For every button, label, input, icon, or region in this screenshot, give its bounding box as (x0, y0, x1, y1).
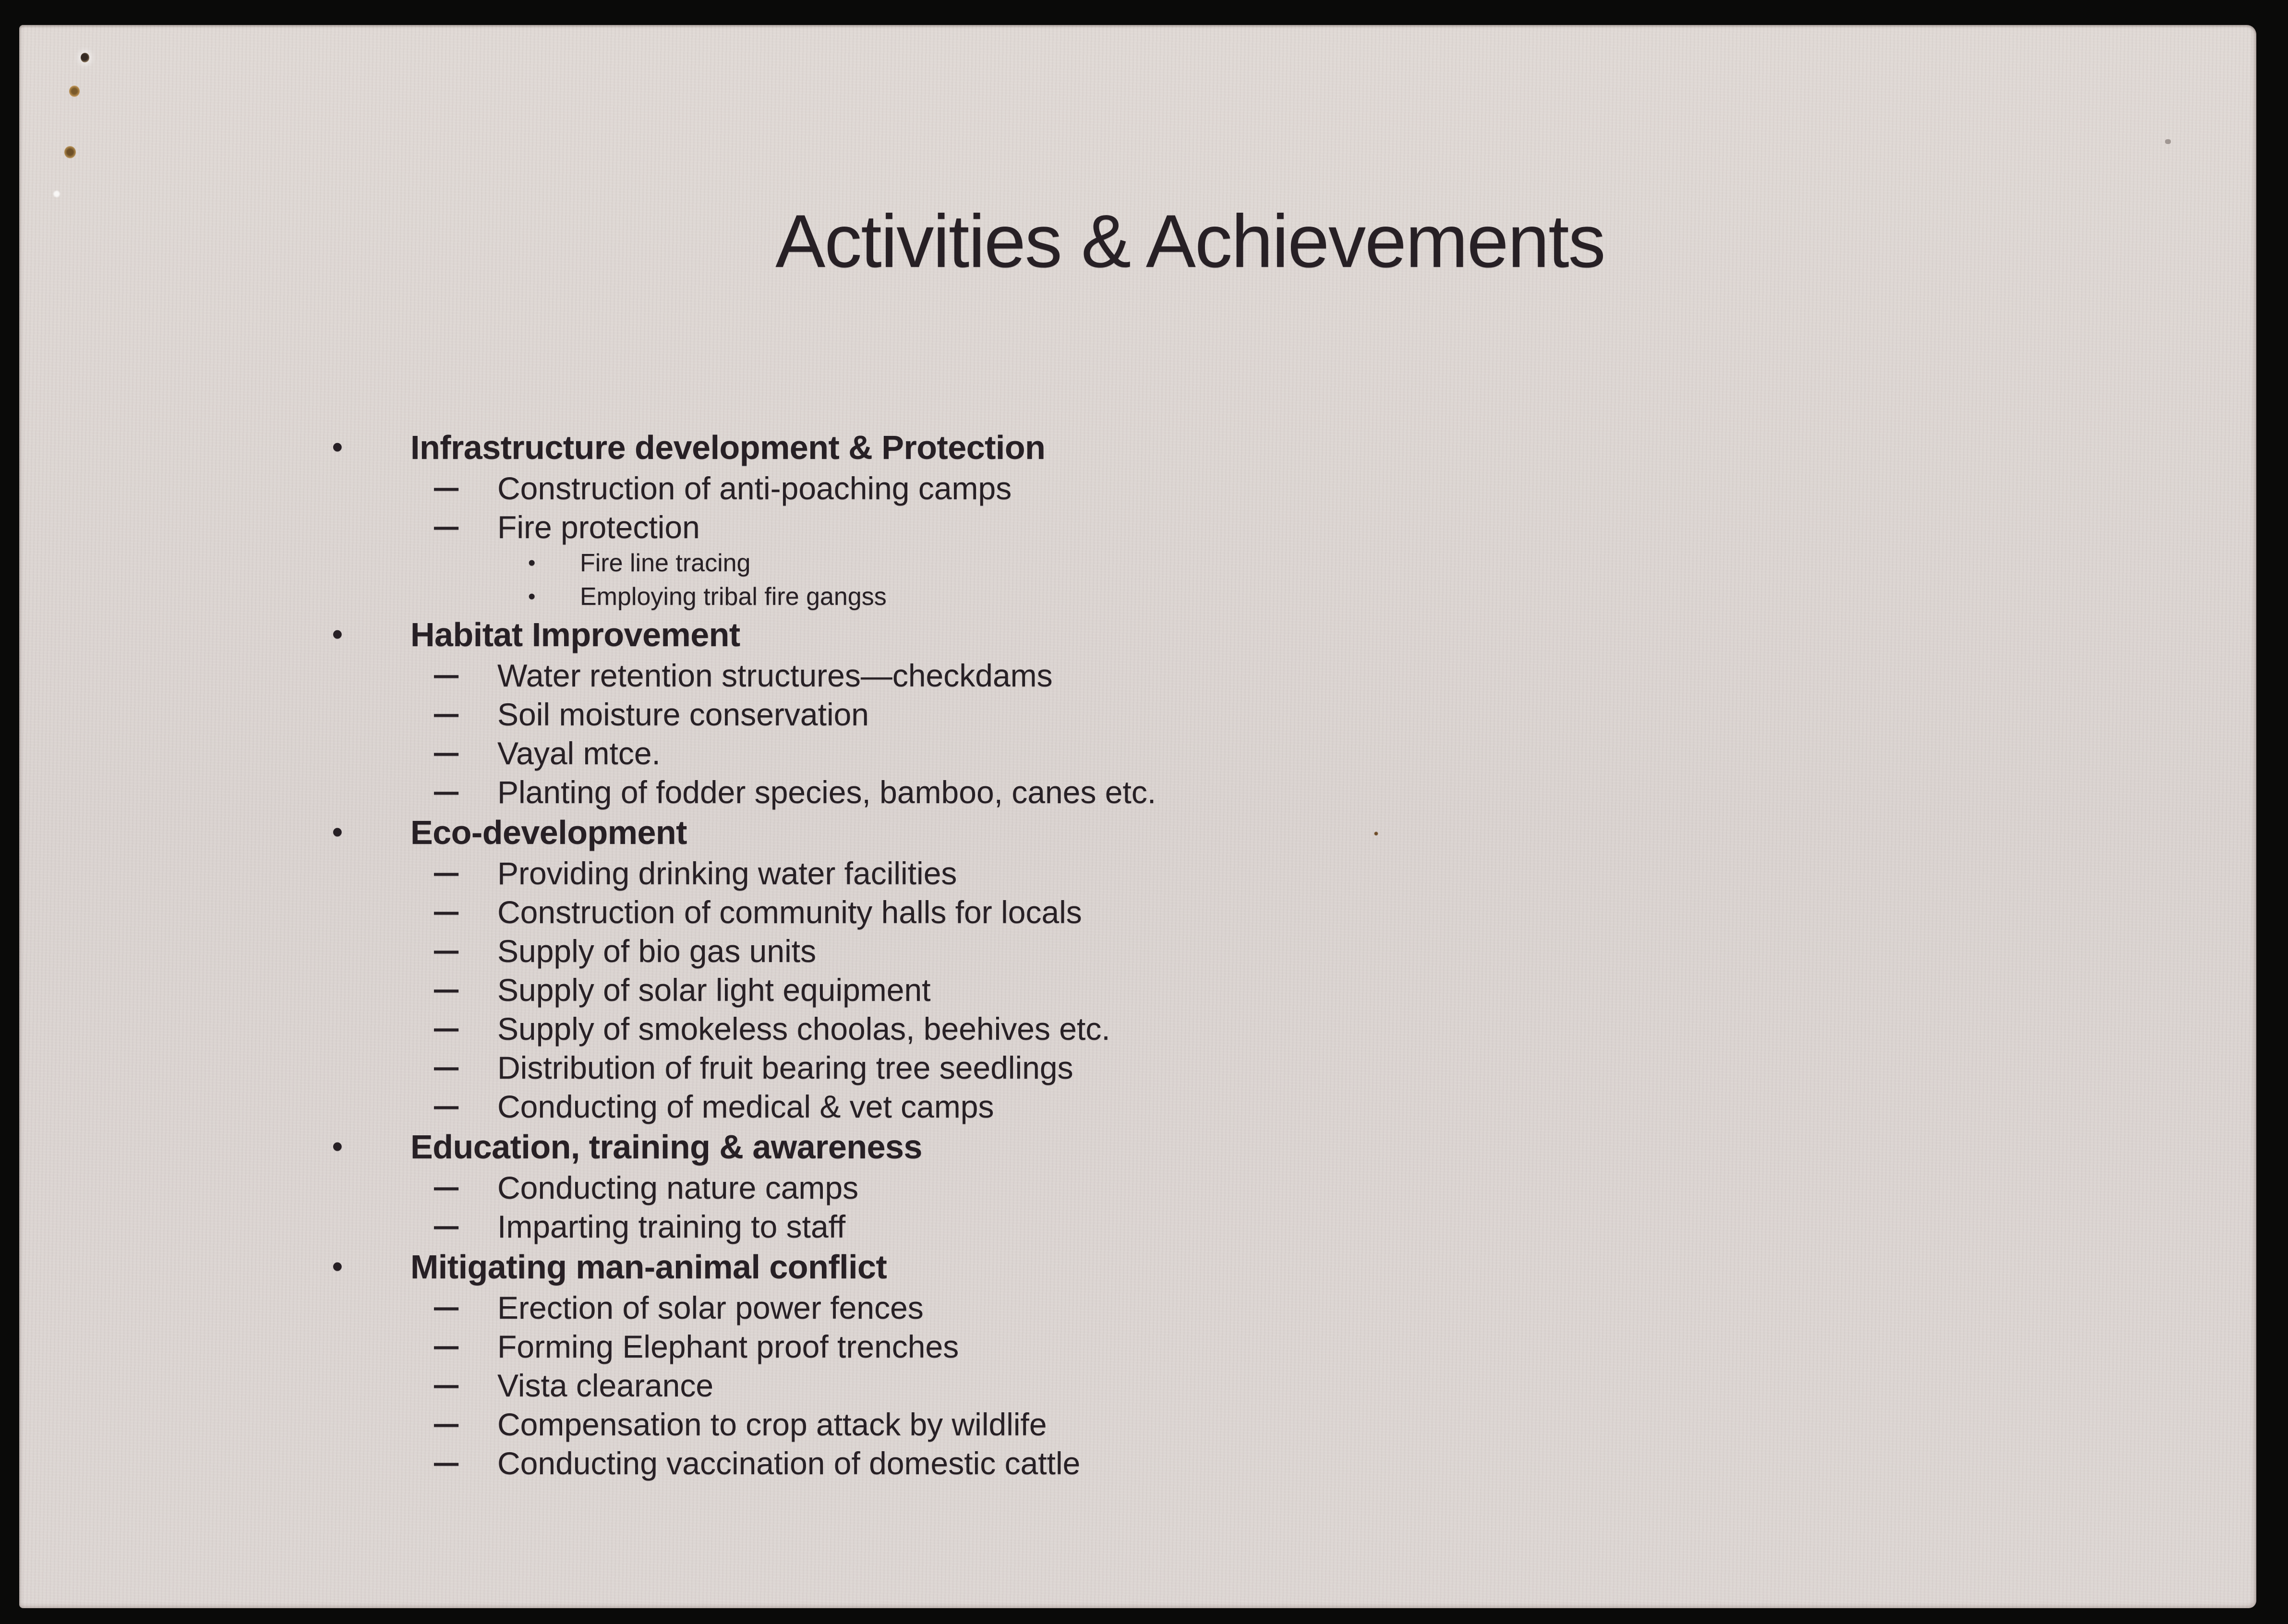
list-item-label: Distribution of fruit bearing tree seedlings (497, 1049, 1073, 1085)
bullet-list-item (19, 500, 2256, 549)
dash-icon: – (434, 1199, 459, 1249)
list-item-label: Soil moisture conservation (497, 696, 869, 732)
list-item-label: Forming Elephant proof trenches (497, 1328, 959, 1364)
list-item-label: Compensation to crop attack by wildlife (497, 1406, 1047, 1442)
list-item-label: Conducting nature camps (497, 1169, 859, 1205)
bullet-list-item (19, 726, 2256, 775)
dash-icon: – (434, 1040, 459, 1090)
slide-body (19, 426, 2256, 1485)
bullet-icon: • (528, 585, 536, 608)
section-heading-label: Eco-development (410, 814, 687, 851)
list-item-label: Providing drinking water facilities (497, 855, 957, 891)
list-item-label: Supply of solar light equipment (497, 972, 931, 1008)
list-item-label: Fire protection (497, 509, 700, 545)
punch-hole-artifact (64, 146, 76, 158)
dash-icon: – (434, 1436, 459, 1485)
sub-list-item-label: Fire line tracing (580, 549, 751, 577)
bullet-list-section-heading (19, 1246, 2256, 1288)
dash-icon: – (434, 1280, 459, 1330)
slide-title: Activities & Achievements (775, 200, 1605, 283)
list-item-label: Erection of solar power fences (497, 1289, 924, 1325)
bullet-list-section-heading (19, 1126, 2256, 1168)
sub-list-item-label: Employing tribal fire gangss (580, 583, 887, 611)
bullet-icon: • (332, 816, 343, 849)
dash-icon: – (434, 765, 459, 814)
bullet-list-section-heading (19, 811, 2256, 854)
section-heading-label: Infrastructure development & Protection (410, 429, 1046, 466)
bullet-icon: • (332, 431, 343, 464)
bullet-list-item (19, 1280, 2256, 1330)
punch-hole-artifact (69, 85, 80, 97)
section-heading-label: Habitat Improvement (410, 616, 740, 653)
dash-icon: – (434, 1079, 459, 1129)
bullet-icon: • (332, 1130, 343, 1163)
list-item-label: Construction of community halls for locals (497, 894, 1082, 930)
dash-icon: – (434, 1319, 459, 1369)
dash-icon: – (434, 962, 459, 1012)
bullet-list-item (19, 1001, 2256, 1051)
bullet-list-subitem (19, 546, 2256, 580)
bullet-list-item (19, 846, 2256, 895)
scanned-slide-paper (19, 25, 2256, 1608)
list-item-label: Vayal mtce. (497, 735, 661, 771)
bullet-list-item (19, 885, 2256, 934)
dash-icon: – (434, 885, 459, 934)
dash-icon: – (434, 1160, 459, 1210)
bullet-icon: • (528, 551, 536, 575)
bullet-list-item (19, 924, 2256, 973)
dash-icon: – (434, 648, 459, 698)
list-item-label: Supply of bio gas units (497, 933, 817, 969)
section-heading-label: Education, training & awareness (410, 1128, 922, 1166)
dash-icon: – (434, 1001, 459, 1051)
list-item-label: Conducting vaccination of domestic cattle (497, 1445, 1081, 1481)
list-item-label: Planting of fodder species, bamboo, canes etc. (497, 774, 1156, 810)
list-item-label: Vista clearance (497, 1367, 714, 1403)
bullet-list-item (19, 1436, 2256, 1485)
dash-icon: – (434, 687, 459, 736)
list-item-label: Supply of smokeless choolas, beehives etc. (497, 1010, 1110, 1047)
list-item-label: Construction of anti-poaching camps (497, 470, 1012, 506)
bullet-list-item (19, 648, 2256, 698)
bullet-list-item (19, 461, 2256, 510)
bullet-list-item (19, 1160, 2256, 1210)
bullet-list-section-heading (19, 614, 2256, 656)
dash-icon: – (434, 846, 459, 895)
section-heading-label: Mitigating man-animal conflict (410, 1248, 887, 1286)
bullet-list-item (19, 1397, 2256, 1446)
dash-icon: – (434, 500, 459, 549)
punch-hole-artifact (81, 53, 89, 62)
paper-blemish (53, 190, 60, 198)
list-item-label: Imparting training to staff (497, 1208, 846, 1244)
bullet-list-item (19, 1040, 2256, 1090)
bullet-icon: • (332, 1250, 343, 1283)
bullet-list-item (19, 687, 2256, 736)
dash-icon: – (434, 1358, 459, 1407)
dash-icon: – (434, 726, 459, 775)
dash-icon: – (434, 1397, 459, 1446)
list-item-label: Conducting of medical & vet camps (497, 1088, 994, 1124)
dash-icon: – (434, 461, 459, 510)
paper-blemish (2165, 139, 2171, 144)
bullet-list-item (19, 1319, 2256, 1369)
bullet-list-subitem (19, 580, 2256, 614)
bullet-list-section-heading (19, 426, 2256, 469)
bullet-icon: • (332, 618, 343, 651)
list-item-label: Water retention structures—checkdams (497, 657, 1053, 693)
bullet-list-item (19, 765, 2256, 814)
bullet-list-item (19, 962, 2256, 1012)
bullet-list-item (19, 1079, 2256, 1129)
dash-icon: – (434, 924, 459, 973)
bullet-list-item (19, 1358, 2256, 1407)
bullet-list-item (19, 1199, 2256, 1249)
